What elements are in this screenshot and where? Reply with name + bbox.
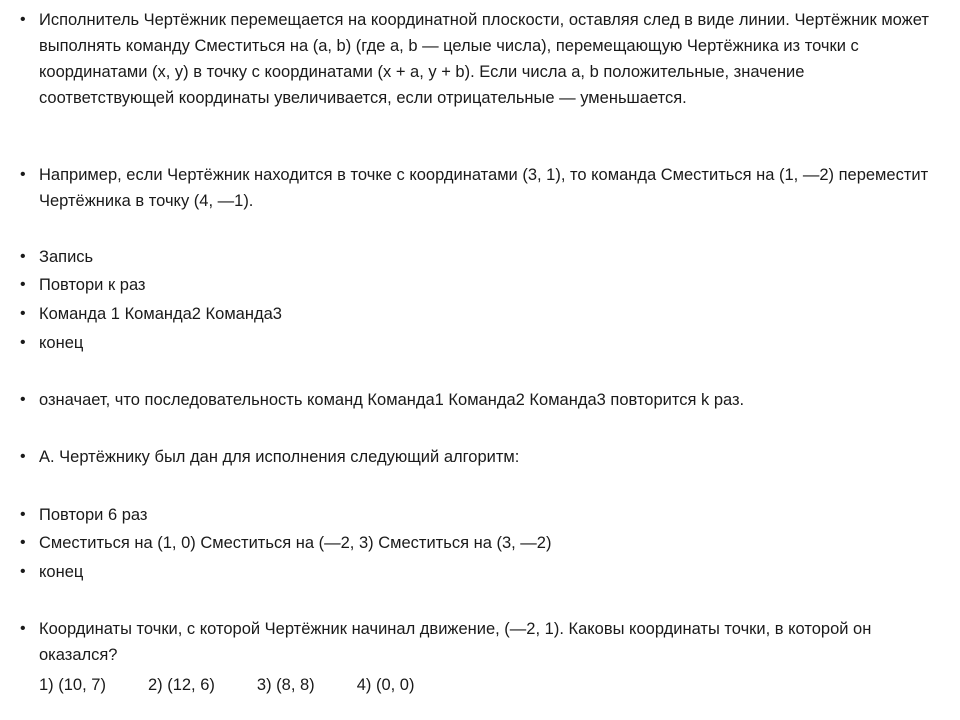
- paragraph-intro: [20, 7, 930, 111]
- answer-option-4: 4) (0, 0): [356, 676, 415, 694]
- bullet: •: [20, 276, 26, 293]
- bullet: •: [20, 448, 26, 465]
- list-item-end-2-text: конец: [39, 563, 84, 581]
- list-item-end-1: [20, 330, 930, 356]
- bullet: •: [20, 563, 26, 580]
- list-item-moves-text: Сместиться на (1, 0) Сместиться на (—2, 3) Сместиться на (3, —2): [39, 534, 552, 552]
- list-item-repeat-k-text: Повтори к раз: [39, 276, 146, 294]
- bullet: •: [20, 534, 26, 551]
- list-item-repeat-6: [20, 502, 930, 528]
- bullet: •: [20, 248, 26, 265]
- paragraph-question-text: Координаты точки, с которой Чертёжник начинал движение, (—2, 1). Каковы координаты точки, в которой он оказался?: [39, 620, 872, 664]
- list-item-record-text: Запись: [39, 248, 94, 266]
- list-item-repeat-6-text: Повтори 6 раз: [39, 506, 148, 524]
- answer-options: [39, 672, 414, 698]
- answer-option-1: 1) (10, 7): [39, 676, 106, 694]
- list-item-record: [20, 244, 930, 270]
- paragraph-task-a-text: А. Чертёжнику был дан для исполнения следующий алгоритм:: [39, 448, 520, 466]
- bullet: •: [20, 305, 26, 322]
- bullet: •: [20, 506, 26, 523]
- list-item-end-1-text: конец: [39, 334, 84, 352]
- list-item-moves: [20, 530, 930, 556]
- paragraph-means: [20, 387, 930, 413]
- paragraph-intro-text: Исполнитель Чертёжник перемещается на координатной плоскости, оставляя след в виде линии. Чертёжник может выполнять команду Сместиться на (a, b) (где a, b — целые числа), перемещающую Чертёжника из точки с координатами (х, у) в точку с координатами (х + а, у + b). Если числа a, b положительные, значение соответствующей координаты увеличивается, если отрицательные — уменьшается.: [39, 11, 929, 107]
- bullet: •: [20, 620, 26, 637]
- paragraph-example: [20, 162, 930, 214]
- bullet: •: [20, 334, 26, 351]
- bullet: •: [20, 11, 26, 28]
- paragraph-question: [20, 616, 930, 668]
- list-item-repeat-k: [20, 272, 930, 298]
- bullet: •: [20, 391, 26, 408]
- list-item-end-2: [20, 559, 930, 585]
- answer-option-3: 3) (8, 8): [256, 676, 315, 694]
- list-item-commands: [20, 301, 930, 327]
- bullet: •: [20, 166, 26, 183]
- paragraph-example-text: Например, если Чертёжник находится в точке с координатами (3, 1), то команда Сместиться на (1, —2) переместит Чертёжника в точку (4, —1).: [39, 166, 929, 210]
- paragraph-means-text: означает, что последовательность команд Команда1 Команда2 Команда3 повторится k раз.: [39, 391, 745, 409]
- list-item-commands-text: Команда 1 Команда2 Команда3: [39, 305, 282, 323]
- answer-option-2: 2) (12, 6): [147, 676, 215, 694]
- paragraph-task-a: [20, 444, 930, 470]
